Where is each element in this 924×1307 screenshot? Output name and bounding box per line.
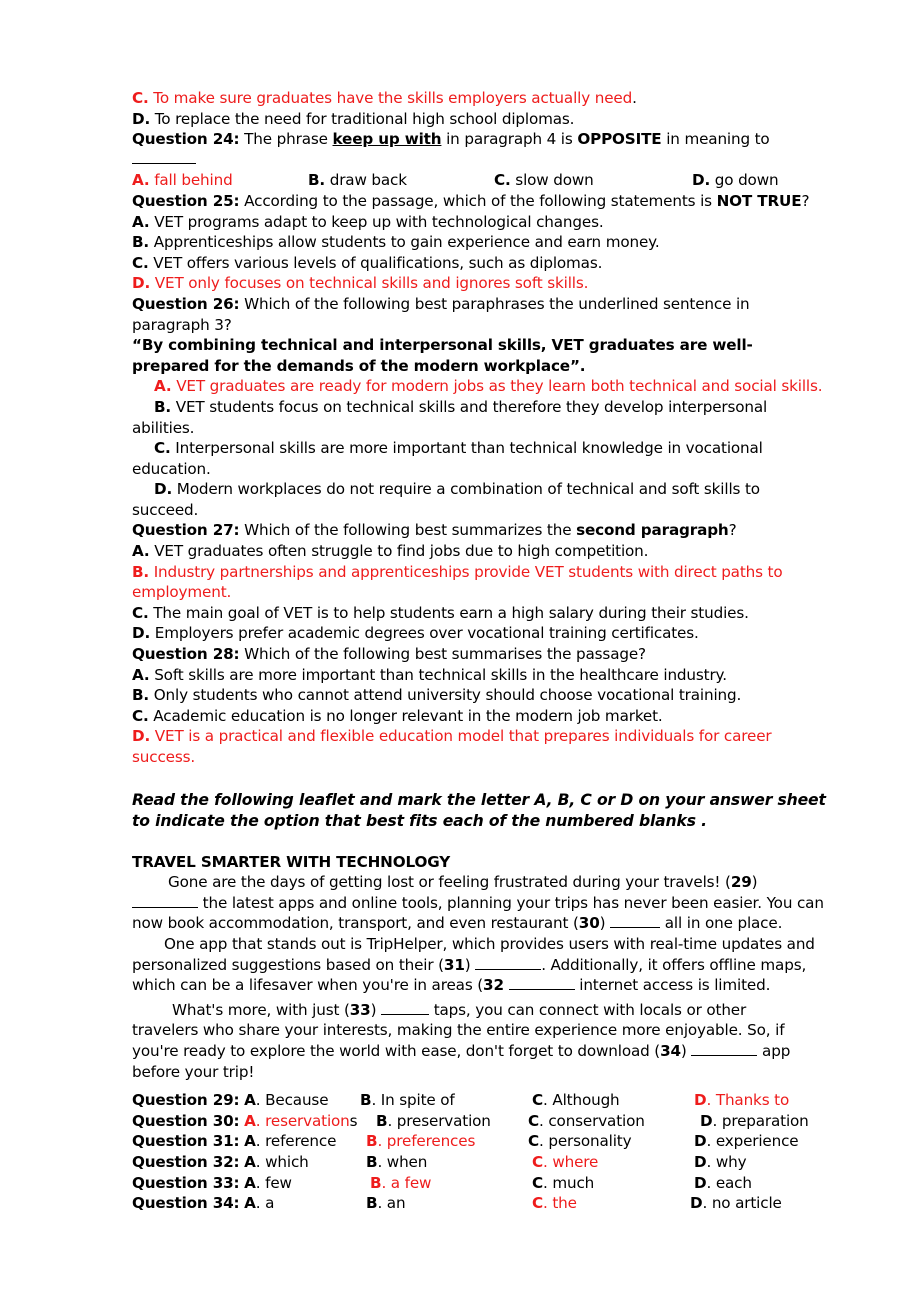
leaflet-text: ) [464, 955, 476, 974]
q27-stem [132, 520, 842, 541]
answer-option-d [690, 1193, 782, 1214]
q24-opposite: OPPOSITE [577, 130, 662, 149]
option-text: VET students focus on technical skills and therefore they develop interpersonal [171, 397, 768, 416]
option-text: VET graduates are ready for modern jobs as they learn both technical and social skills. [171, 377, 823, 396]
option-letter: D [700, 1111, 713, 1130]
q28-stem [132, 644, 842, 665]
leaflet-text: ) [680, 1041, 692, 1060]
blank-number: 34 [660, 1041, 681, 1060]
answer-label [132, 1111, 357, 1132]
leaflet-text: ) [599, 914, 611, 933]
answer-option-b [360, 1090, 455, 1111]
option-letter: D [694, 1152, 707, 1171]
q28-option-b [132, 685, 842, 706]
q25-option-d [132, 273, 842, 294]
option-text: The main goal of VET is to help students earn a high salary during their studies. [148, 603, 749, 622]
answer-option-b [366, 1131, 475, 1152]
q27-option-c [132, 603, 842, 624]
option-letter: A. [154, 377, 172, 396]
option-text: Apprenticeships allow students to gain experience and earn money. [149, 233, 660, 252]
leaflet-p3-line2: travelers who share your interests, making the entire experience more enjoyable. So, if [132, 1021, 785, 1040]
option-letter: D. [692, 171, 711, 190]
q26-option-b [132, 397, 842, 418]
answer-label [132, 1131, 336, 1152]
q25-stem [132, 191, 842, 212]
question-label: Question 34: [132, 1194, 240, 1213]
option-letter: A. [132, 212, 150, 231]
option-letter: A. [132, 665, 150, 684]
option-text: . why [706, 1152, 747, 1171]
answer-label [132, 1193, 274, 1214]
option-text: . preservation [387, 1111, 491, 1130]
q26-option-c-cont: education. [132, 459, 211, 478]
leaflet-text: internet access is limited. [574, 976, 771, 995]
q23-option-c [132, 88, 842, 109]
answer-option-c [532, 1090, 620, 1111]
leaflet-text: app [757, 1041, 791, 1060]
option-letter: C. [154, 439, 171, 458]
answer-option-d [700, 1111, 809, 1132]
q24-option-a [132, 170, 233, 191]
q26-quote-cont: prepared for the demands of the modern workplace”. [132, 356, 586, 375]
option-letter: D. [132, 727, 151, 746]
option-text: Interpersonal skills are more important than technical knowledge in vocational [170, 439, 763, 458]
q23-c-end: . [632, 89, 637, 107]
blank-32 [509, 975, 575, 990]
q24-phrase: keep up with [332, 130, 442, 149]
question-label: Question 33: [132, 1173, 240, 1192]
answer-row [132, 1090, 842, 1111]
leaflet-text: you're ready to explore the world with ease, don't forget to download ( [132, 1041, 661, 1060]
blank-29 [132, 893, 198, 908]
option-text: Academic education is no longer relevant in the modern job market. [148, 706, 663, 725]
option-text: . reference [255, 1132, 337, 1151]
option-letter: B. [132, 686, 150, 705]
option-letter: A [244, 1152, 256, 1171]
q24-option-b [308, 170, 407, 191]
q27-option-d [132, 623, 842, 644]
leaflet-p2-line3 [132, 975, 842, 996]
option-letter: B. [308, 171, 326, 190]
q27-option-a [132, 541, 842, 562]
leaflet-text: Gone are the days of getting lost or feeling frustrated during your travels! ( [168, 873, 731, 892]
option-letter: C. [132, 253, 149, 272]
q25-option-c [132, 253, 842, 274]
q26-stem [132, 294, 842, 315]
q26-text: Which of the following best paraphrases the underlined sentence in [239, 294, 750, 313]
leaflet-text: taps, you can connect with locals or other [429, 1000, 747, 1019]
blank-number: 30 [578, 914, 600, 933]
answer-options [132, 1090, 842, 1214]
option-text: . In spite of [371, 1091, 455, 1110]
leaflet-text: . Additionally, it offers offline maps, [541, 955, 807, 974]
option-letter: C [532, 1091, 543, 1110]
option-letter: B [366, 1132, 378, 1151]
leaflet-text: What's more, with just ( [172, 1000, 350, 1019]
spacer [132, 832, 842, 852]
leaflet-text: which can be a lifesaver when you're in areas ( [132, 976, 484, 995]
option-letter: B [366, 1152, 378, 1171]
q26-stem-cont: paragraph 3? [132, 315, 232, 334]
leaflet-p3-line4: before your trip! [132, 1062, 255, 1081]
option-text: Only students who cannot attend university should choose vocational training. [149, 686, 742, 705]
q25-text: ? [801, 191, 810, 210]
option-letter: B. [132, 562, 150, 581]
q27-option-b-cont: employment. [132, 583, 232, 602]
answer-option-d [694, 1090, 789, 1111]
q25-option-b [132, 232, 842, 253]
q25-label: Question 25: [132, 191, 240, 210]
option-text-suffix: s [349, 1111, 358, 1130]
q25-not-true: NOT TRUE [716, 191, 802, 210]
option-letter: C [528, 1132, 539, 1151]
q26-label: Question 26: [132, 294, 240, 313]
option-text: . the [543, 1194, 577, 1213]
answer-label [132, 1152, 309, 1173]
option-letter: A [244, 1111, 256, 1130]
q27-text: ? [728, 521, 737, 540]
option-text: draw back [325, 171, 407, 190]
option-letter: B [366, 1194, 378, 1213]
answer-option-d [694, 1131, 799, 1152]
blank-31 [475, 955, 541, 970]
q28-option-d-cont: success. [132, 748, 196, 766]
option-letter: A [244, 1091, 256, 1110]
q28-option-c [132, 706, 842, 727]
q27-text: Which of the following best summarizes the [239, 521, 577, 540]
option-text: . an [377, 1194, 406, 1213]
leaflet-p3-line3 [132, 1041, 842, 1062]
option-text: VET graduates often struggle to find jobs due to high competition. [149, 542, 649, 561]
option-letter: C. [494, 171, 511, 190]
leaflet-text: ) [751, 873, 758, 892]
option-text: . Because [255, 1091, 329, 1110]
leaflet-p1-line3 [132, 913, 842, 934]
instruction-line: Read the following leaflet and mark the letter A, B, C or D on your answer sheet [132, 790, 826, 809]
leaflet-text: ) [370, 1000, 382, 1019]
answer-label [132, 1090, 328, 1111]
option-letter: B [376, 1111, 388, 1130]
option-letter: D [690, 1194, 703, 1213]
option-text: . where [543, 1152, 599, 1171]
option-letter: A [244, 1173, 256, 1192]
q26-option-a [132, 376, 842, 397]
option-text: . personality [539, 1132, 632, 1151]
q26-option-d [132, 479, 842, 500]
option-text: slow down [510, 171, 594, 190]
q24-text: The phrase [239, 130, 333, 149]
q26-quote: “By combining technical and interpersonal skills, VET graduates are well- [132, 336, 753, 355]
q26-option-c [132, 438, 842, 459]
q26-option-d-cont: succeed. [132, 500, 199, 519]
answer-option-b [366, 1152, 427, 1173]
answer-option-c [532, 1152, 598, 1173]
option-text: fall behind [149, 171, 233, 190]
leaflet-text: personalized suggestions based on their ( [132, 955, 444, 974]
option-letter: D. [132, 624, 151, 643]
q24-option-c [494, 170, 594, 191]
answer-row [132, 1173, 842, 1194]
answer-row [132, 1152, 842, 1173]
q24-blank [132, 163, 196, 164]
q23-c-text: To make sure graduates have the skills employers actually need [148, 89, 633, 107]
spacer [132, 768, 842, 790]
q23-option-d [132, 109, 842, 130]
leaflet-p1-line2 [132, 893, 842, 914]
blank-number: 29 [730, 873, 752, 892]
option-letter: D [694, 1173, 707, 1192]
q27-bold: second paragraph [576, 521, 729, 540]
answer-option-c [528, 1111, 645, 1132]
q24-text: in meaning to [661, 130, 770, 149]
option-text: . no article [702, 1194, 782, 1213]
blank-33 [381, 1000, 429, 1015]
option-letter: D. [154, 480, 173, 499]
option-text: go down [710, 171, 779, 190]
q24-blank-line [132, 150, 842, 171]
answer-row [132, 1111, 842, 1132]
question-label: Question 30: [132, 1111, 240, 1130]
exam-page [132, 88, 842, 1214]
option-text: . preparation [712, 1111, 809, 1130]
option-text: VET programs adapt to keep up with technological changes. [149, 212, 604, 231]
blank-number: 32 [483, 976, 504, 995]
option-letter: A [244, 1194, 256, 1213]
option-text: . conservation [539, 1111, 645, 1130]
option-letter: C [532, 1194, 543, 1213]
q23-d-text: To replace the need for traditional high school diplomas. [150, 109, 575, 128]
option-letter: D [694, 1091, 707, 1110]
leaflet-p2-line2 [132, 955, 842, 976]
option-text: VET only focuses on technical skills and ignores soft skills. [150, 274, 589, 293]
q26-option-b-cont: abilities. [132, 418, 195, 437]
option-letter: D [694, 1132, 707, 1151]
blank-number: 33 [349, 1000, 371, 1019]
option-letter: A [244, 1132, 256, 1151]
option-text: . which [255, 1152, 309, 1171]
option-text: . Although [543, 1091, 620, 1110]
q24-options [132, 170, 842, 191]
option-text: . each [706, 1173, 752, 1192]
option-letter: A. [132, 542, 150, 561]
option-text: Employers prefer academic degrees over vocational training certificates. [150, 624, 699, 643]
answer-label [132, 1173, 292, 1194]
option-letter: A. [132, 171, 150, 190]
q28-option-d [132, 726, 842, 747]
q24-stem [132, 129, 842, 150]
q28-option-a [132, 665, 842, 686]
instruction-line: to indicate the option that best fits each of the numbered blanks . [132, 811, 707, 830]
option-text: . a [255, 1194, 275, 1213]
option-letter: C. [132, 603, 149, 622]
answer-row [132, 1131, 842, 1152]
blank-34 [691, 1041, 757, 1056]
option-text: VET offers various levels of qualifications, such as diplomas. [148, 253, 603, 272]
option-text: . a few [381, 1173, 432, 1192]
q23-c-letter: C. [132, 89, 149, 107]
leaflet-p2-line1: One app that stands out is TripHelper, which provides users with real-time updates and [164, 934, 815, 953]
leaflet-p1-line1 [132, 872, 842, 893]
answer-option-b [376, 1111, 491, 1132]
q25-option-a [132, 212, 842, 233]
leaflet-text: the latest apps and online tools, planning your trips has never been easier. You can [198, 893, 824, 912]
q25-text: According to the passage, which of the following statements is [239, 191, 717, 210]
option-letter: B. [154, 397, 172, 416]
option-text: . when [377, 1152, 428, 1171]
option-text: . few [255, 1173, 292, 1192]
answer-option-d [694, 1173, 752, 1194]
question-label: Question 32: [132, 1152, 240, 1171]
option-text: . experience [706, 1132, 799, 1151]
answer-option-c [532, 1173, 594, 1194]
spacer [132, 1082, 842, 1090]
answer-option-c [532, 1193, 577, 1214]
answer-option-b [366, 1193, 405, 1214]
q24-label: Question 24: [132, 130, 240, 149]
answer-row [132, 1193, 842, 1214]
q24-option-d [692, 170, 778, 191]
leaflet-text: all in one place. [660, 914, 783, 933]
blank-30 [610, 913, 660, 928]
option-letter: C [532, 1173, 543, 1192]
answer-option-c [528, 1131, 631, 1152]
option-letter: D. [132, 274, 151, 293]
option-letter: B. [132, 233, 150, 252]
q24-text: in paragraph 4 is [441, 130, 578, 149]
q27-option-b [132, 562, 842, 583]
option-letter: B [360, 1091, 372, 1110]
option-text: . reservation [255, 1111, 350, 1130]
question-label: Question 29: [132, 1091, 240, 1110]
q23-d-letter: D. [132, 109, 151, 128]
option-text: Soft skills are more important than technical skills in the healthcare industry. [149, 665, 727, 684]
question-label: Question 31: [132, 1132, 240, 1151]
answer-option-b [370, 1173, 431, 1194]
option-text: VET is a practical and flexible education model that prepares individuals for career [150, 727, 772, 746]
leaflet-title: TRAVEL SMARTER WITH TECHNOLOGY [132, 852, 451, 871]
q27-label: Question 27: [132, 521, 240, 540]
option-letter: C [532, 1152, 543, 1171]
option-text: . preferences [377, 1132, 476, 1151]
blank-number: 31 [443, 955, 465, 974]
option-letter: C. [132, 706, 149, 725]
q28-text: Which of the following best summarises the passage? [239, 645, 646, 664]
option-letter: C [528, 1111, 539, 1130]
option-text: . much [543, 1173, 595, 1192]
option-text: Industry partnerships and apprenticeships provide VET students with direct paths to [149, 562, 783, 581]
leaflet-p3-line1 [132, 1000, 842, 1021]
leaflet-text: now book accommodation, transport, and even restaurant ( [132, 914, 579, 933]
option-letter: B [370, 1173, 382, 1192]
option-text: . Thanks to [706, 1091, 790, 1110]
option-text: Modern workplaces do not require a combination of technical and soft skills to [172, 480, 760, 499]
q28-label: Question 28: [132, 645, 240, 664]
answer-option-d [694, 1152, 746, 1173]
